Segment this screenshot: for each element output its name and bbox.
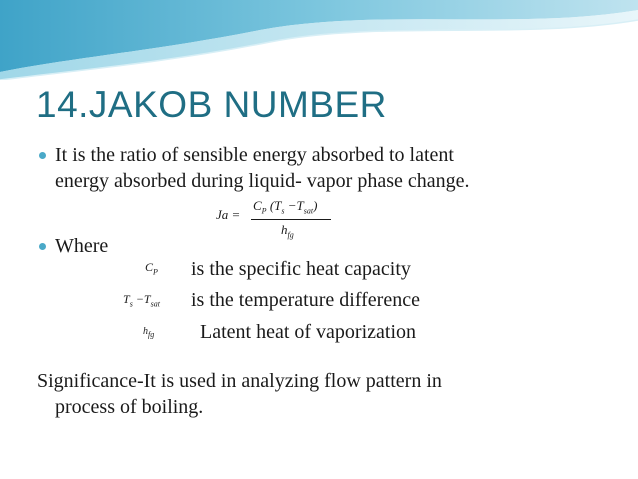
fraction-bar [251,219,331,220]
header-wave-decoration [0,0,638,80]
numerator-close: ) [313,198,318,213]
bullet-text-line-1: It is the ratio of sensible energy absorbed to latent [55,144,454,166]
numerator-cp: C [253,198,262,213]
numerator-ts-subscript: s [281,206,285,216]
denominator-h: h [281,222,288,237]
bullet-marker [39,243,46,250]
numerator-minus: −T [287,198,304,213]
symbol-t: T [123,292,130,306]
symbol-c: C [145,260,154,274]
bullet-marker [39,152,46,159]
numerator-paren: (T [269,198,282,213]
slide-title: 14.JAKOB NUMBER [36,84,387,125]
denominator-subscript: fg [287,230,294,240]
significance-line-2: process of boiling. [55,396,204,418]
where-label: Where [55,235,109,257]
equation-denominator [281,222,294,240]
numerator-cp-subscript: P [261,206,267,216]
symbol-h-subscript: fg [148,330,155,339]
equation-lhs: Ja = [216,207,241,222]
symbol-ts-subscript: s [129,299,133,309]
significance-line-1: Significance-It is used in analyzing flow pattern in [37,370,442,392]
numerator-tsat-subscript: sat [303,206,314,216]
definition-text-cp: is the specific heat capacity [191,258,411,280]
definition-text-hfg: Latent heat of vaporization [200,321,417,343]
symbol-h: h [143,326,148,337]
bullet-text-line-2: energy absorbed during liquid- vapor phase change. [55,170,470,192]
symbol-minus-t: −T [135,292,151,306]
symbol-tsat-subscript: sat [150,299,160,309]
definition-symbol-hfg [143,326,154,339]
definition-symbol-cp [145,260,158,276]
equation-numerator [253,198,317,216]
definition-symbol-temperature [123,292,160,308]
definition-text-temperature: is the temperature difference [191,289,420,311]
symbol-c-subscript: P [153,267,158,277]
